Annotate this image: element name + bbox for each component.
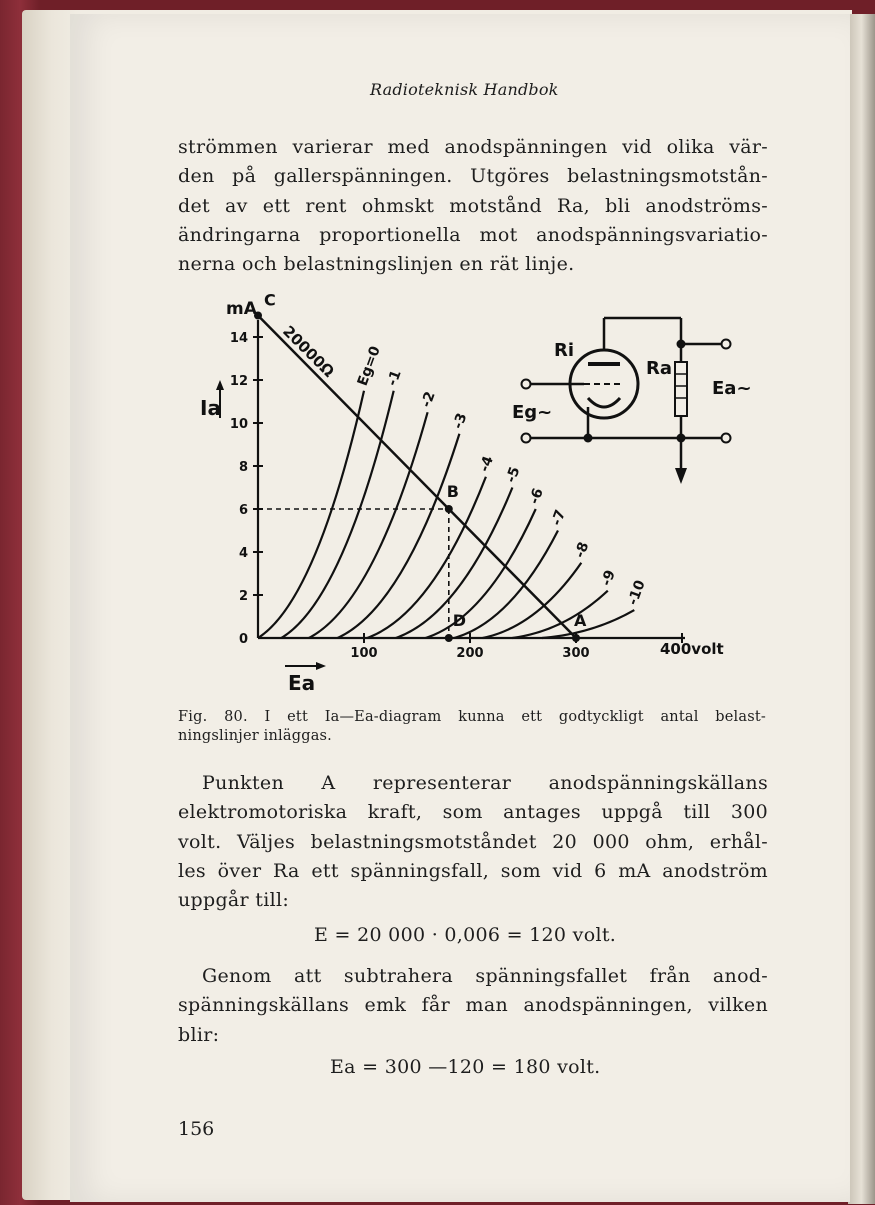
- y-unit-label: mA: [226, 299, 257, 319]
- junction: [677, 340, 686, 349]
- point-label: B: [446, 482, 460, 501]
- text-line: uppgår till:: [178, 889, 290, 912]
- page-number: 156: [178, 1118, 215, 1140]
- figure-80: [190, 290, 770, 700]
- text-line: les över Ra ett spänningsfall, som vid 6 mA anodström: [178, 859, 768, 882]
- page-edge: [848, 14, 875, 1204]
- y-tick-label: 0: [238, 632, 248, 647]
- y-arrow-head: [216, 380, 224, 390]
- point-A: [572, 634, 580, 642]
- equation-1: E = 20 000 · 0,006 = 120 volt.: [314, 924, 617, 946]
- x-arrow-head: [316, 662, 326, 670]
- curve--7: [454, 531, 558, 639]
- curve-label: -2: [418, 389, 439, 410]
- paragraph-3: [178, 962, 768, 1050]
- point-D: [445, 634, 453, 642]
- current-arrow: [675, 468, 687, 484]
- text-line: spänningskällans emk får man anodspänningen, vilken: [178, 994, 768, 1017]
- curve--10: [542, 610, 634, 638]
- curve-label: Eg=0: [354, 344, 384, 389]
- curve-label: -6: [526, 486, 547, 507]
- y-tick-label: 12: [229, 374, 248, 389]
- y-tick-label: 10: [229, 417, 248, 432]
- junction: [677, 434, 686, 443]
- curve-label: -1: [384, 368, 405, 389]
- y-tick-label: 2: [238, 589, 248, 604]
- paragraph-2: [178, 769, 768, 915]
- curve-label: -7: [548, 507, 570, 528]
- text-line: elektromotoriska kraft, som antages uppgå till 300: [178, 801, 768, 824]
- text-line: den på gallerspänningen. Utgöres belastningsmotstån-: [178, 165, 768, 188]
- curve-label: -10: [625, 578, 649, 608]
- point-label: A: [574, 611, 587, 630]
- curve--1: [281, 391, 393, 638]
- caption-line: ningslinjer inläggas.: [178, 728, 332, 744]
- x-tick-label: 200: [456, 646, 484, 661]
- text-line: nerna och belastningslinjen en rät linje.: [178, 253, 575, 276]
- text-line: blir:: [178, 1023, 220, 1046]
- load-line: [258, 316, 576, 639]
- text-line: det av ett rent ohmskt motstånd Ra, bli anodströms-: [178, 194, 768, 217]
- y-tick-label: 8: [238, 460, 248, 475]
- y-tick-label: 6: [238, 503, 248, 518]
- curve-label: -5: [503, 464, 524, 485]
- y-tick-label: 4: [238, 546, 248, 561]
- x-unit-label: 400volt: [660, 640, 724, 658]
- point-B: [445, 505, 453, 513]
- paragraph-1: [178, 133, 768, 279]
- text-line: Punkten A representerar anodspänningskällans: [202, 772, 768, 794]
- text-line: Genom att subtrahera spänningsfallet från anod-: [202, 965, 768, 987]
- eg-label: Eg~: [512, 402, 553, 423]
- tube-cathode: [588, 398, 620, 407]
- characteristic-curves: [258, 391, 634, 638]
- curve--4: [367, 477, 486, 638]
- point-label: D: [452, 611, 467, 630]
- curve-label: -3: [450, 411, 471, 432]
- figure-caption: [178, 708, 766, 746]
- junction: [584, 434, 593, 443]
- text-line: ändringarna proportionella mot anodspänningsvariatio-: [178, 223, 768, 246]
- curve-label: -8: [572, 540, 593, 561]
- y-axis-label: Ia: [200, 396, 221, 420]
- x-axis-label: Ea: [288, 671, 316, 695]
- ra-label: Ra: [646, 358, 673, 379]
- terminal: [722, 434, 731, 443]
- tube-circuit: [512, 318, 752, 484]
- terminal: [522, 380, 531, 389]
- x-tick-label: 100: [350, 646, 378, 661]
- caption-line: Fig. 80. I ett Ia—Ea-diagram kunna ett godtyckligt antal belast-: [178, 709, 766, 725]
- load-line-label: 20000Ω: [279, 322, 338, 381]
- curve--9: [512, 591, 607, 638]
- curve--6: [425, 509, 535, 638]
- ea-label: Ea~: [712, 378, 752, 399]
- y-tick-label: 14: [229, 331, 248, 346]
- terminal: [722, 340, 731, 349]
- curve-label: -9: [598, 567, 619, 589]
- running-head: Radioteknisk Handbok: [370, 80, 559, 99]
- curve-label: -4: [476, 454, 497, 475]
- load-line-segment: [258, 316, 576, 639]
- ri-label: Ri: [554, 340, 575, 361]
- text-line: volt. Väljes belastningsmotståndet 20 000 ohm, erhål-: [178, 830, 768, 853]
- text-line: strömmen varierar med anodspänningen vid olika vär-: [178, 136, 768, 158]
- equation-2: Ea = 300 —120 = 180 volt.: [330, 1056, 601, 1078]
- x-tick-label: 300: [562, 646, 590, 661]
- terminal: [522, 434, 531, 443]
- ra-resistor: [675, 362, 687, 416]
- point-label: C: [264, 290, 276, 310]
